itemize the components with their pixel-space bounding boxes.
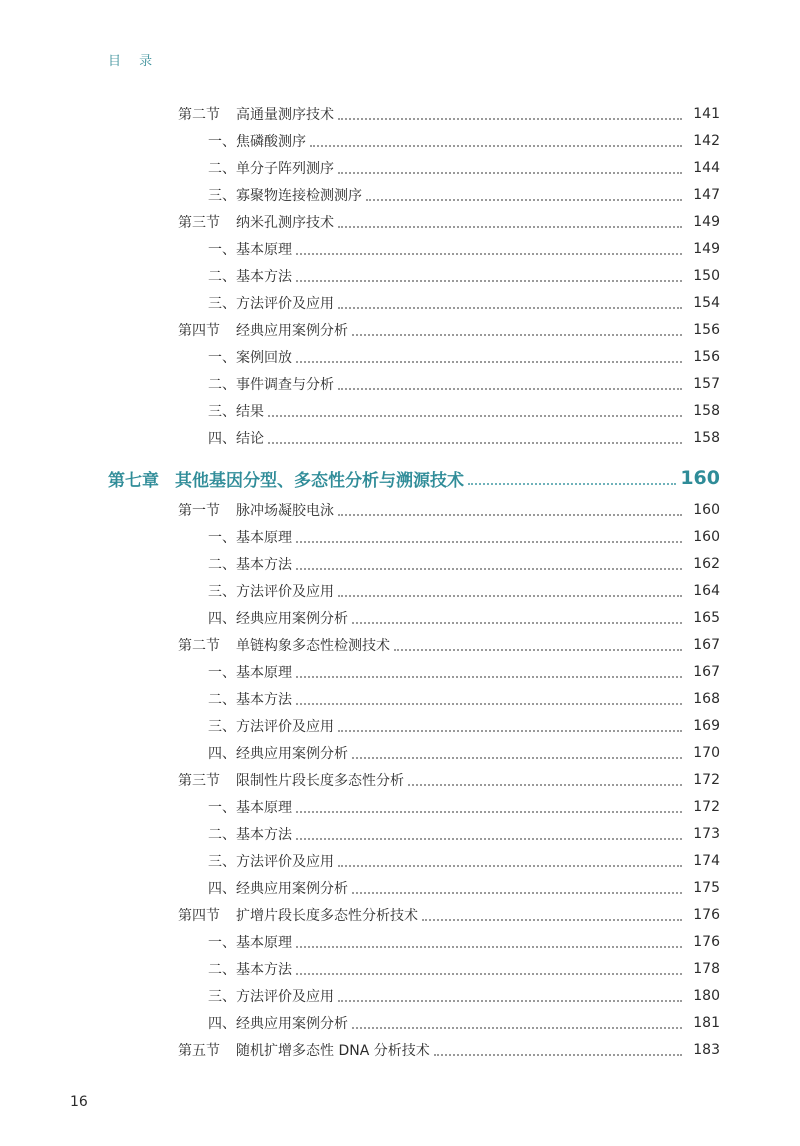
toc-entry-title: 限制性片段长度多态性分析 [236,773,404,789]
dot-leader [338,307,682,309]
toc-entry-page: 156 [693,322,720,338]
toc-entry-label [208,401,264,421]
toc-entry-label [178,212,334,232]
toc-entry-page: 172 [693,772,720,788]
running-header: 目 录 [108,54,160,69]
toc-item-entry[interactable] [208,400,720,422]
toc-entry-label [178,1040,430,1060]
toc-entry-label [208,185,362,205]
toc-entry-title: 二、基本方法 [208,269,292,285]
dot-leader [352,622,682,624]
toc-entry-label [208,797,292,817]
toc-entry-title: 其他基因分型、多态性分析与溯源技术 [175,470,464,491]
dot-leader [422,919,682,921]
toc-entry-label [208,293,334,313]
page-number: 16 [70,1094,88,1110]
toc-entry-title: 四、经典应用案例分析 [208,611,348,627]
toc-entry-title: 二、单分子阵列测序 [208,161,334,177]
toc-item-entry[interactable] [208,661,720,683]
toc-section-entry[interactable] [178,769,720,791]
toc-entry-page: 180 [693,988,720,1004]
toc-entry-title: 一、基本原理 [208,665,292,681]
toc-item-entry[interactable] [208,553,720,575]
toc-item-entry[interactable] [208,580,720,602]
toc-entry-title: 纳米孔测序技术 [236,215,334,231]
toc-entry-title: 一、基本原理 [208,242,292,258]
toc-entry-title: 四、经典应用案例分析 [208,881,348,897]
toc-entry-number: 第二节 [178,107,220,123]
toc-entry-title: 扩增片段长度多态性分析技术 [236,908,418,924]
toc-entry-title: 三、方法评价及应用 [208,719,334,735]
toc-item-entry[interactable] [208,238,720,260]
toc-entry-title: 一、焦磷酸测序 [208,134,306,150]
toc-item-entry[interactable] [208,292,720,314]
toc-entry-page: 142 [693,133,720,149]
toc-item-entry[interactable] [208,823,720,845]
toc-entry-title: 四、结论 [208,431,264,447]
toc-entry-page: 164 [693,583,720,599]
dot-leader [296,541,682,543]
toc-entry-page: 173 [693,826,720,842]
toc-entry-label [208,851,334,871]
toc-entry-page: 160 [693,502,720,518]
toc-entry-label [208,527,292,547]
toc-entry-page: 157 [693,376,720,392]
toc-entry-label [208,131,306,151]
toc-item-entry[interactable] [208,742,720,764]
toc-item-entry[interactable] [208,985,720,1007]
toc-item-entry[interactable] [208,1012,720,1034]
toc-entry-page: 154 [693,295,720,311]
toc-entry-number: 第二节 [178,638,220,654]
toc-entry-label [208,554,292,574]
toc-entry-page: 149 [693,241,720,257]
toc-item-entry[interactable] [208,877,720,899]
toc-entry-title: 四、经典应用案例分析 [208,1016,348,1032]
toc-entry-label [208,689,292,709]
toc-section-entry[interactable] [178,211,720,233]
toc-entry-title: 二、基本方法 [208,692,292,708]
toc-entry-label [178,905,418,925]
toc-entry-label [178,770,404,790]
toc-entry-number: 第三节 [178,773,220,789]
toc-entry-page: 147 [693,187,720,203]
dot-leader [352,892,682,894]
toc-entry-label [208,662,292,682]
dot-leader [468,483,676,485]
dot-leader [296,676,682,678]
toc-entry-label [178,320,348,340]
toc-entry-page: 172 [693,799,720,815]
toc-entry-title: 二、基本方法 [208,557,292,573]
toc-section-entry[interactable] [178,904,720,926]
toc-item-entry[interactable] [208,607,720,629]
toc-entry-page: 167 [693,664,720,680]
toc-entry-title: 二、事件调查与分析 [208,377,334,393]
toc-entry-page: 169 [693,718,720,734]
toc-entry-page: 149 [693,214,720,230]
dot-leader [296,811,682,813]
dot-leader [338,730,682,732]
toc-entry-label [208,158,334,178]
toc-item-entry[interactable] [208,715,720,737]
dot-leader [296,703,682,705]
toc-item-entry[interactable] [208,346,720,368]
toc-entry-title: 三、方法评价及应用 [208,989,334,1005]
dot-leader [394,649,682,651]
dot-leader [296,838,682,840]
toc-entry-title: 经典应用案例分析 [236,323,348,339]
toc-entry-number: 第七章 [108,470,159,491]
toc-entry-label [178,104,334,124]
toc-entry-label [178,500,334,520]
toc-item-entry[interactable] [208,526,720,548]
toc-section-entry[interactable] [178,499,720,521]
toc-item-entry[interactable] [208,265,720,287]
toc-entry-label [208,743,348,763]
toc-entry-title: 一、基本原理 [208,935,292,951]
dot-leader [310,145,682,147]
dot-leader [408,784,682,786]
toc-entry-page: 175 [693,880,720,896]
dot-leader [338,388,682,390]
dot-leader [296,280,682,282]
toc-entry-label [208,239,292,259]
dot-leader [296,568,682,570]
dot-leader [338,118,682,120]
toc-entry-page: 158 [693,403,720,419]
toc-entry-label [208,986,334,1006]
dot-leader [338,226,682,228]
toc-item-entry[interactable] [208,958,720,980]
toc-entry-title: 三、结果 [208,404,264,420]
toc-chapter-entry[interactable] [108,465,720,491]
dot-leader [352,1027,682,1029]
toc-entry-number: 第四节 [178,323,220,339]
toc-item-entry[interactable] [208,157,720,179]
toc-entry-title: 四、经典应用案例分析 [208,746,348,762]
toc-entry-title: 单链构象多态性检测技术 [236,638,390,654]
dot-leader [338,514,682,516]
toc-entry-label [208,1013,348,1033]
toc-entry-page: 178 [693,961,720,977]
toc-entry-title: 高通量测序技术 [236,107,334,123]
toc-entry-number: 第五节 [178,1043,220,1059]
toc-entry-page: 156 [693,349,720,365]
toc-entry-page: 162 [693,556,720,572]
toc-entry-label [178,635,390,655]
toc-item-entry[interactable] [208,796,720,818]
toc-section-entry[interactable] [178,103,720,125]
dot-leader [296,973,682,975]
toc-entry-title: 一、案例回放 [208,350,292,366]
toc-entry-title: 二、基本方法 [208,962,292,978]
toc-item-entry[interactable] [208,130,720,152]
toc-entry-number: 第一节 [178,503,220,519]
dot-leader [352,757,682,759]
toc-entry-title: 随机扩增多态性 DNA 分析技术 [236,1043,430,1059]
toc-entry-title: 三、寡聚物连接检测测序 [208,188,362,204]
toc-entry-page: 170 [693,745,720,761]
toc-entry-page: 144 [693,160,720,176]
dot-leader [268,415,682,417]
toc-entry-page: 168 [693,691,720,707]
toc-item-entry[interactable] [208,850,720,872]
toc-entry-title: 三、方法评价及应用 [208,296,334,312]
toc-entry-page: 183 [693,1042,720,1058]
toc-entry-title: 一、基本原理 [208,800,292,816]
toc-section-entry[interactable] [178,319,720,341]
dot-leader [338,595,682,597]
toc-entry-page: 160 [693,529,720,545]
dot-leader [296,946,682,948]
toc-entry-label [208,824,292,844]
toc-entry-title: 三、方法评价及应用 [208,584,334,600]
toc-entry-label [208,608,348,628]
toc-entry-page: 141 [693,106,720,122]
toc-entry-page: 174 [693,853,720,869]
toc-item-entry[interactable] [208,688,720,710]
toc-section-entry[interactable] [178,1039,720,1061]
toc-entry-page: 165 [693,610,720,626]
dot-leader [366,199,682,201]
dot-leader [434,1054,682,1056]
toc-entry-label [208,716,334,736]
toc-entry-label [208,959,292,979]
toc-entry-page: 176 [693,907,720,923]
toc-entry-label [208,581,334,601]
toc-entry-label [108,466,464,491]
toc-entry-number: 第三节 [178,215,220,231]
toc-entry-title: 三、方法评价及应用 [208,854,334,870]
toc-entry-label [208,374,334,394]
toc-entry-label [208,266,292,286]
toc-entry-page: 160 [680,467,720,489]
toc-entry-label [208,347,292,367]
toc-entry-title: 二、基本方法 [208,827,292,843]
toc-item-entry[interactable] [208,373,720,395]
toc-entry-label [208,878,348,898]
dot-leader [352,334,682,336]
dot-leader [296,361,682,363]
dot-leader [338,1000,682,1002]
toc-entry-page: 150 [693,268,720,284]
toc-entry-label [208,428,264,448]
toc-entry-label [208,932,292,952]
toc-entry-page: 181 [693,1015,720,1031]
toc-item-entry[interactable] [208,931,720,953]
toc-entry-title: 一、基本原理 [208,530,292,546]
toc-entry-page: 176 [693,934,720,950]
toc-item-entry[interactable] [208,427,720,449]
dot-leader [338,172,682,174]
toc-section-entry[interactable] [178,634,720,656]
toc-entry-number: 第四节 [178,908,220,924]
toc-entry-title: 脉冲场凝胶电泳 [236,503,334,519]
toc-entry-page: 167 [693,637,720,653]
dot-leader [268,442,682,444]
dot-leader [296,253,682,255]
dot-leader [338,865,682,867]
toc-item-entry[interactable] [208,184,720,206]
toc-entry-page: 158 [693,430,720,446]
